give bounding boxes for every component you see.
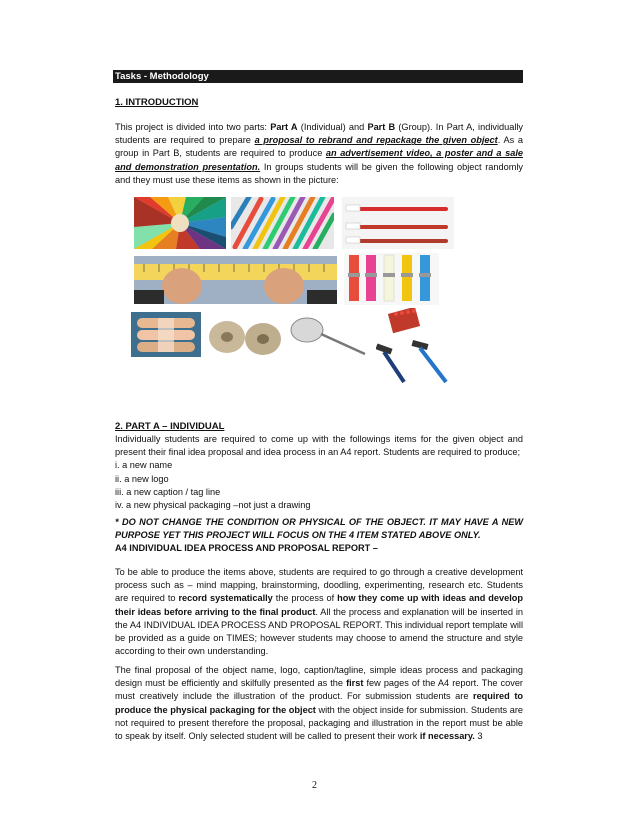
part-a-heading: 2. PART A – INDIVIDUAL [115, 421, 225, 432]
section-header-bar: Tasks - Methodology [113, 70, 523, 83]
colored-pencils-icon [134, 197, 226, 249]
list-item: iv. a new physical packaging –not just a drawing [115, 500, 311, 511]
report-subheading: A4 INDIVIDUAL IDEA PROCESS AND PROPOSAL REPORT – [115, 543, 378, 554]
list-item: i. a new name [115, 460, 173, 471]
intro-paragraph: This project is divided into two parts: Part A (Individual) and Part B (Group). In Part A, individually students are required to prepare a proposal to rebrand and repackage the given object. As a group in Part B, students are required to produce an advertisement video, a poster and a sale and demonstration presentation. In groups students will be given the following object randomly and they must use these items as shown in the picture: [115, 122, 524, 185]
twine-rolls-icon [205, 318, 285, 356]
list-item: iii. a new caption / tag line [115, 486, 221, 497]
drinking-straws-icon [231, 197, 334, 249]
matches-and-razors-icon [376, 308, 458, 384]
toothbrushes-icon [342, 197, 454, 249]
intro-heading: 1. INTRODUCTION [115, 97, 199, 108]
list-item: ii. a new logo [115, 473, 169, 484]
final-proposal-paragraph: The final proposal of the object name, logo, caption/tagline, simple ideas process and packaging design must be efficiently and skilfully presented as the first few pages of the A4 report. The cover must creatively include the illustration of the product. For submission students are required to produce the physical packaging for the object with the object inside for submission. Students are not required to present therefore the proposal, packaging and illustration in the report must be able to speak by itself. Only selected student will be called to present their work if necessary. 3 [115, 665, 523, 742]
strainer-icon [289, 316, 367, 358]
process-paragraph: To be able to produce the items above, students are required to go through a creative development process such as – mind mapping, brainstorming, doodling, experimenting, research etc. Students are required to record systematically the process of how they come up with ideas and develop their ideas before arriving to the final product. All the process and explanation will be inserted in the A4 INDIVIDUAL IDEA PROCESS AND PROPOSAL REPORT. This individual report template will be provided as a guide on TIMES; however students may choose to amend the structure and style according to their own understanding. [115, 567, 523, 657]
measuring-tape-icon [134, 256, 337, 304]
adhesive-bandages-icon [131, 312, 201, 357]
page-number: 2 [312, 780, 317, 791]
warning-note: * DO NOT CHANGE THE CONDITION OR PHYSICAL OF THE OBJECT. IT MAY HAVE A NEW PURPOSE YET THIS PROJECT WILL FOCUS ON THE 4 ITEM STATED ABOVE ONLY. A4 INDIVIDUAL IDEA PROCESS AND PROPOSAL REPORT – [115, 516, 523, 556]
part-a-intro: Individually students are required to come up with the followings items for the given object and present their final idea proposal and idea process in an A4 report. Students are required to produce; i. a new name ii. a new logo iii. a new caption / tag line iv. a new physical packaging –not just a drawing [115, 433, 523, 512]
clothespins-icon [344, 253, 439, 305]
